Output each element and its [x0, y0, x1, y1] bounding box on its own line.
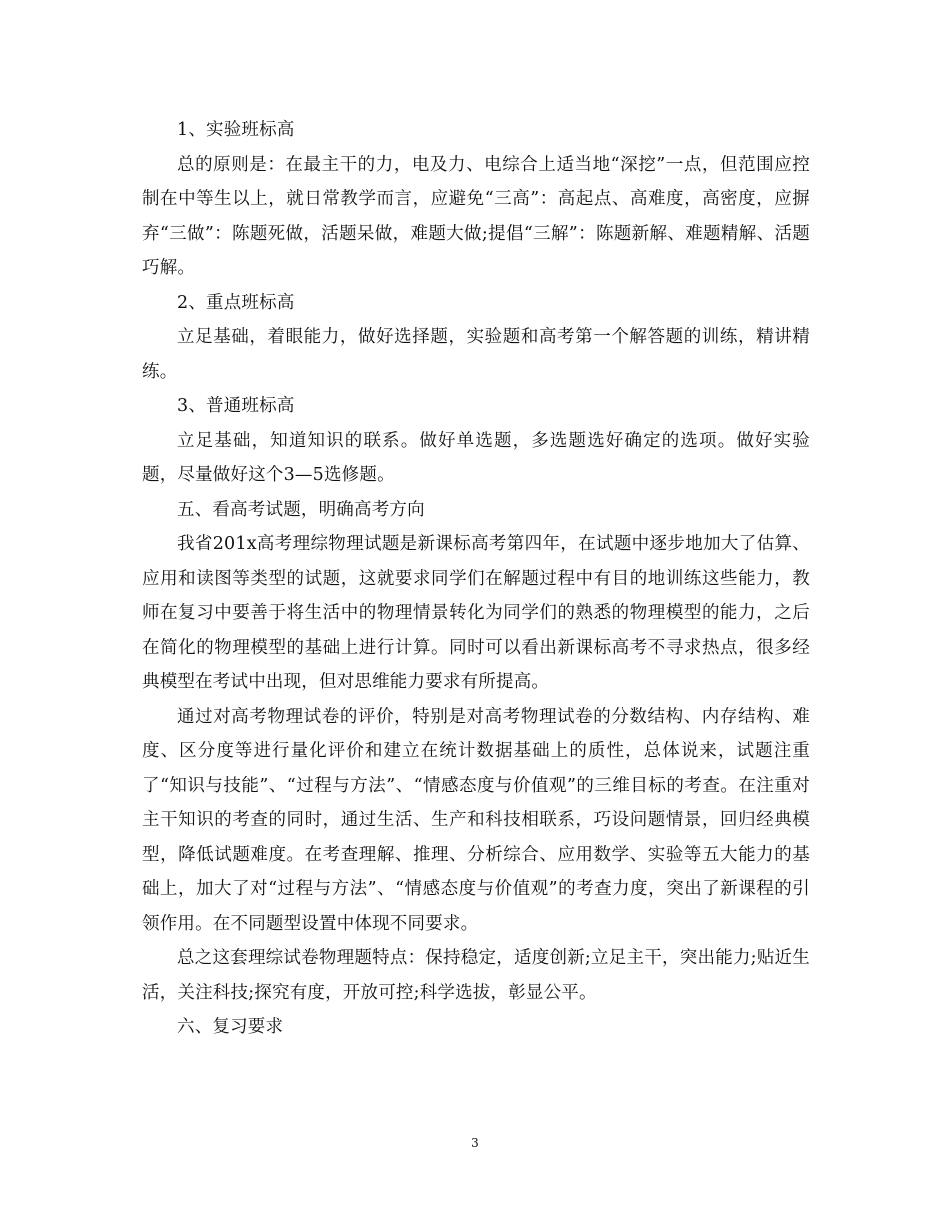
paragraph-exam-overview: 我省201x高考理综物理试题是新课标高考第四年，在试题中逐步地加大了估算、应用和读图等类型的试题，这就要求同学们在解题过程中有目的地训练这些能力，教师在复习中要善于将生活中的物理情景转化为同学们的熟悉的物理模型的能力，之后在简化的物理模型的基础上进行计算。同时可以看出新课标高考不寻求热点，很多经典模型在考试中出现，但对思维能力要求有所提高。: [142, 534, 810, 692]
heading-section-five: 五、看高考试题，明确高考方向: [177, 499, 425, 520]
heading-experimental-class: 1、实验班标高: [177, 120, 295, 140]
paragraph-general-principle: 总的原则是：在最主干的力，电及力、电综合上适当地“深挖”一点，但范围应控制在中等生以上，就日常教学而言，应避免“三高”：高起点、高难度，高密度，应摒弃“三做”：陈题死做，活题呆做，难题大做;提倡“三解”：陈题新解、难题精解、活题巧解。: [142, 154, 810, 278]
document-body: [142, 113, 810, 1045]
heading-key-class: 2、重点班标高: [177, 292, 295, 313]
page-number: 3: [471, 1136, 479, 1150]
paragraph-regular-class: 立足基础，知道知识的联系。做好单选题，多选题选好确定的选项。做好实验题，尽量做好这个3—5选修题。: [142, 430, 810, 485]
paragraph-exam-summary: 总之这套理综试卷物理题特点：保持稳定，适度创新;立足主干，突出能力;贴近生活，关注科技;探究有度，开放可控;科学选拔，彰显公平。: [142, 948, 810, 1003]
paragraph-exam-evaluation: 通过对高考物理试卷的评价，特别是对高考物理试卷的分数结构、内存结构、难度、区分度等进行量化评价和建立在统计数据基础上的质性，总体说来，试题注重了“知识与技能”、“过程与方法”、“情感态度与价值观”的三维目标的考查。在注重对主干知识的考查的同时，通过生活、生产和科技相联系，巧设问题情景，回归经典模型，降低试题难度。在考查理解、推理、分析综合、应用数学、实验等五大能力的基础上，加大了对“过程与方法”、“情感态度与价值观”的考查力度，突出了新课程的引领作用。在不同题型设置中体现不同要求。: [142, 706, 810, 934]
paragraph-key-class: 立足基础，着眼能力，做好选择题，实验题和高考第一个解答题的训练，精讲精练。: [142, 327, 810, 382]
heading-regular-class: 3、普通班标高: [177, 396, 295, 416]
heading-section-six: 六、复习要求: [177, 1017, 284, 1037]
